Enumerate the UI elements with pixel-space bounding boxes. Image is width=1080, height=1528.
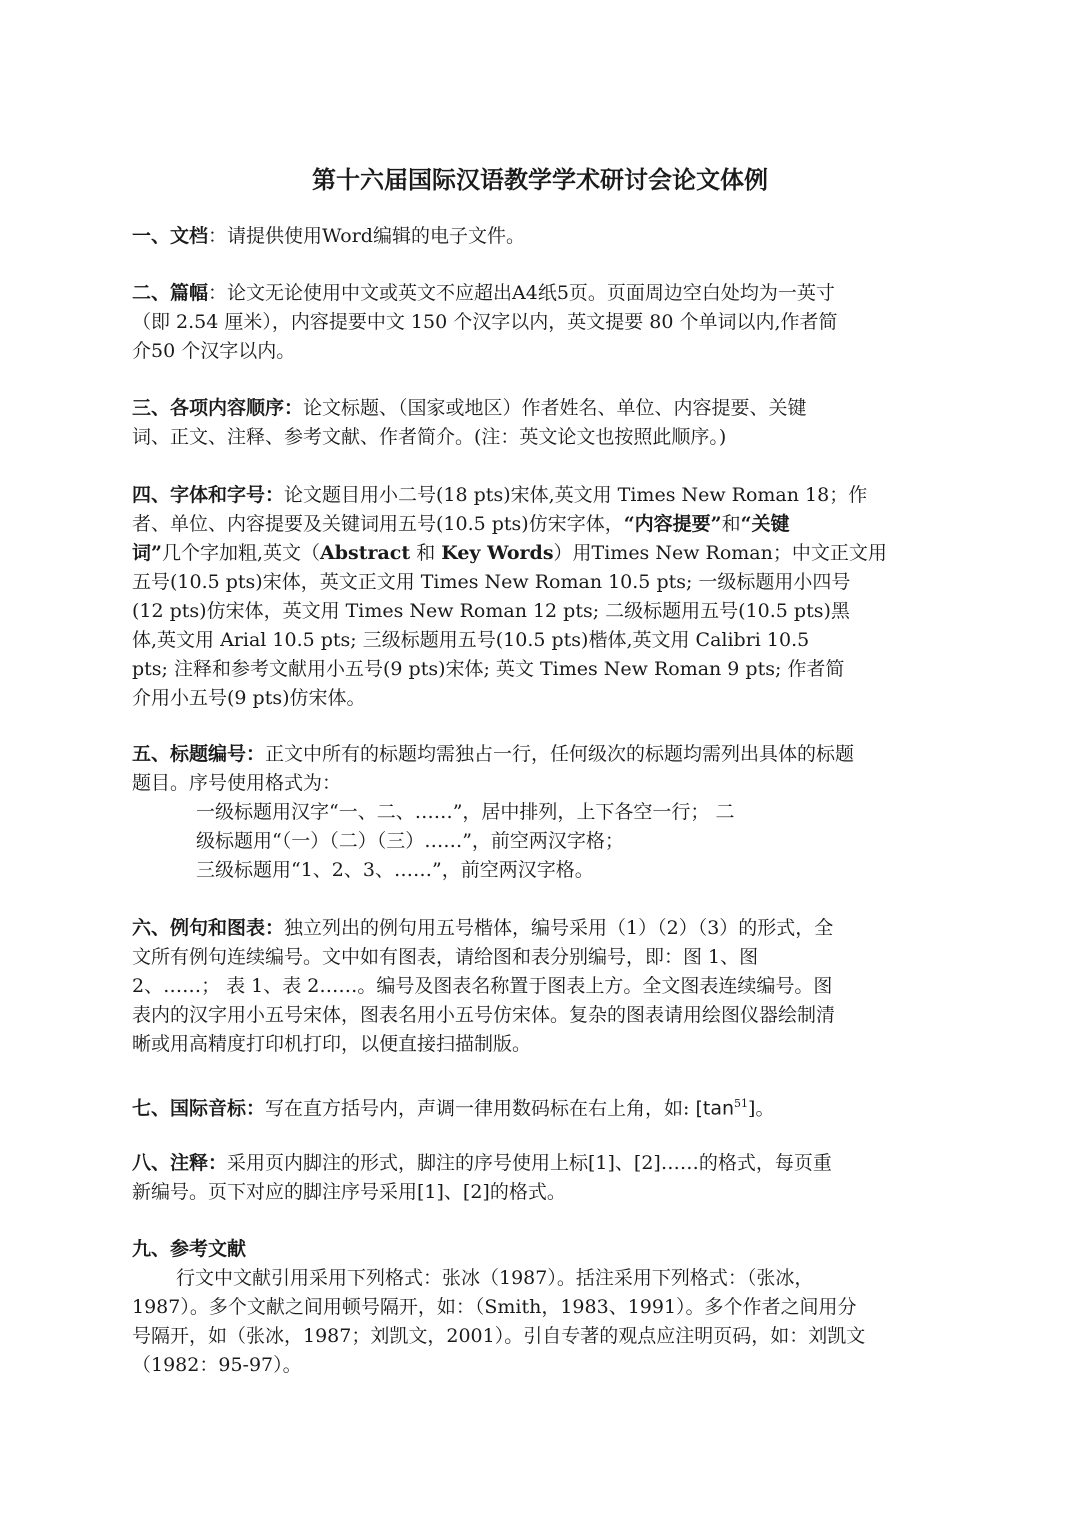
section-line: 题目。序号使用格式为： (132, 772, 342, 794)
text-run: 和 (721, 513, 741, 535)
section-line: （1982：95-97）。 (132, 1354, 302, 1376)
section-line: 1987）。多个文献之间用顿号隔开，如：（Smith，1983、1991）。多个作者之间用分 (132, 1296, 857, 1318)
bold-text: Abstract (319, 542, 411, 564)
section-line: 号隔开，如（张冰，1987；刘凯文，2001）。引自专著的观点应注明页码，如：刘凯文 (132, 1325, 866, 1347)
section-heading: 四、字体和字号： (132, 484, 285, 506)
section-line (132, 914, 962, 943)
section-line: （即 2.54 厘米），内容提要中文 150 个汉字以内，英文提要 80 个单词以内,作者简 (132, 311, 838, 333)
section-line (132, 539, 962, 568)
section-heading: 一、文档 (132, 225, 209, 247)
section-line (132, 1149, 962, 1178)
section-line: 级标题用“（一）（二）（三）……”，前空两汉字格； (196, 830, 624, 852)
section-ipa (132, 1089, 962, 1118)
text-run: ）用Times New Roman；中文正文用 (553, 542, 887, 564)
text-run: ]。 (748, 1097, 775, 1120)
section-line: pts; 注释和参考文献用小五号(9 pts)宋体; 英文 Times New Roman 9 pts; 作者简 (132, 658, 845, 680)
section-line: 一级标题用汉字“一、二、……”，居中排列，上下各空一行； 二 (196, 801, 735, 823)
section-text: 论文题目用小二号(18 pts)宋体,英文用 Times New Roman 18；作 (284, 484, 868, 506)
section-line: 新编号。页下对应的脚注序号采用[1]、[2]的格式。 (132, 1181, 566, 1203)
section-line: 行文中文献引用采用下列格式：张冰（1987）。括注采用下列格式：（张冰， (176, 1267, 814, 1289)
section-text: 写在直方括号内，声调一律用数码标在右上角，如: (265, 1097, 696, 1120)
section-line (132, 740, 962, 769)
section-document (132, 222, 962, 251)
section-line: 词、正文、注释、参考文献、作者简介。(注：英文论文也按照此顺序。) (132, 426, 727, 448)
section-line: 晰或用高精度打印机打印，以便直接扫描制版。 (132, 1033, 532, 1055)
section-text: 采用页内脚注的形式，脚注的序号使用上标[1]、[2]……的格式，每页重 (227, 1152, 832, 1174)
section-text: 论文无论使用中文或英文不应超出A4纸5页。页面周边空白处均为一英寸 (227, 282, 835, 304)
section-examples-figures (132, 914, 962, 1059)
heading-colon: ： (208, 225, 228, 247)
text-run: 者、单位、内容提要及关键词用五号(10.5 pts)仿宋字体， (132, 513, 624, 535)
section-heading: 三、各项内容顺序： (132, 397, 304, 419)
text-run: 和 (410, 542, 442, 564)
heading-colon: ： (208, 282, 228, 304)
section-heading: 五、标题编号： (132, 743, 266, 765)
section-line: 体,英文用 Arial 10.5 pts; 三级标题用五号(10.5 pts)楷体,英文用 Calibri 10.5 (132, 629, 810, 651)
section-line (132, 394, 962, 423)
text-run: 几个字加粗,英文（ (161, 542, 320, 564)
section-heading-numbering (132, 740, 962, 885)
section-line (132, 1089, 962, 1118)
section-line: 介50 个汉字以内。 (132, 340, 296, 362)
section-heading: 七、国际音标： (132, 1097, 266, 1120)
section-text: 正文中所有的标题均需独占一行，任何级次的标题均需列出具体的标题 (265, 743, 855, 765)
section-text: 论文标题、（国家或地区）作者姓名、单位、内容提要、关键 (303, 397, 807, 419)
section-content-order (132, 394, 962, 452)
section-notes (132, 1149, 962, 1207)
section-line (132, 510, 962, 539)
bold-text: Key Words (441, 542, 554, 564)
section-line: 表内的汉字用小五号宋体，图表名用小五号仿宋体。复杂的图表请用绘图仪器绘制清 (132, 1004, 836, 1026)
section-line: (12 pts)仿宋体，英文用 Times New Roman 12 pts; 二级标题用五号(10.5 pts)黑 (132, 600, 850, 622)
section-length (132, 279, 962, 366)
section-heading: 二、篇幅 (132, 282, 209, 304)
section-line: 2、……； 表 1、表 2……。编号及图表名称置于图表上方。全文图表连续编号。图 (132, 975, 833, 997)
section-line: 三级标题用“1、2、3、……”，前空两汉字格。 (196, 859, 594, 881)
page-title: 第十六届国际汉语教学学术研讨会论文体例 (312, 166, 768, 194)
section-line (132, 279, 962, 308)
section-fonts (132, 481, 962, 713)
section-line: 五号(10.5 pts)宋体，英文正文用 Times New Roman 10.5 pts; 一级标题用小四号 (132, 571, 851, 593)
bold-text: 词” (132, 542, 162, 564)
ipa-example: [tan (695, 1097, 735, 1120)
section-heading: 九、参考文献 (132, 1238, 247, 1260)
section-line: 文所有例句连续编号。文中如有图表，请给图和表分别编号，即：图 1、图 (132, 946, 759, 968)
section-text: 请提供使用Word编辑的电子文件。 (227, 225, 525, 247)
section-line (132, 222, 962, 251)
section-heading: 六、例句和图表： (132, 917, 285, 939)
section-references (132, 1235, 962, 1380)
section-text: 独立列出的例句用五号楷体，编号采用（1）（2）（3）的形式，全 (284, 917, 834, 939)
section-heading: 八、注释： (132, 1152, 228, 1174)
bold-text: “内容提要” (623, 513, 722, 535)
tone-superscript: 51 (734, 1097, 749, 1110)
bold-text: “关键 (740, 513, 790, 535)
section-line: 介用小五号(9 pts)仿宋体。 (132, 687, 366, 709)
section-line (132, 481, 962, 510)
